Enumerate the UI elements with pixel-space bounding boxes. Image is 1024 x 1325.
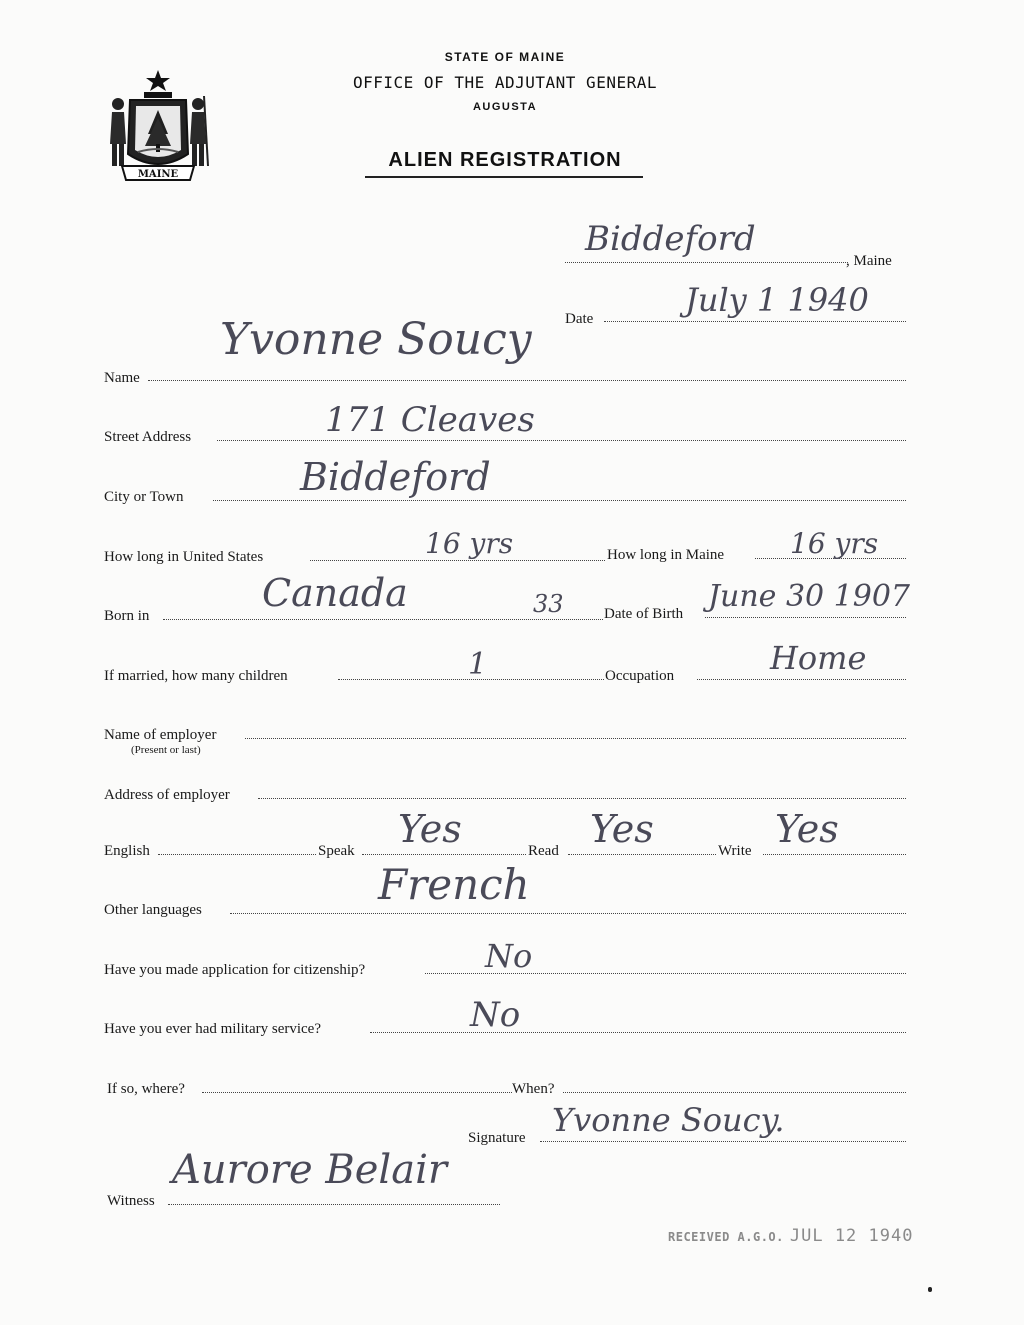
write-label: Write [718, 843, 752, 859]
born-in-field[interactable] [163, 619, 603, 620]
other-languages-label: Other languages [104, 902, 202, 918]
employer-address-label: Address of employer [104, 787, 230, 803]
born-number-value: 33 [533, 590, 564, 618]
occupation-label: Occupation [605, 668, 675, 684]
born-in-value: Canada [262, 571, 408, 615]
stamp-date-text: JUL 12 1940 [789, 1226, 914, 1246]
place-field[interactable] [565, 262, 848, 263]
name-value: Yvonne Soucy [220, 314, 532, 365]
read-label: Read [528, 843, 559, 859]
place-value: Biddeford [585, 219, 756, 259]
write-field[interactable] [763, 854, 906, 855]
header-city: AUGUSTA [472, 101, 538, 113]
signature-field[interactable] [540, 1141, 906, 1142]
name-field[interactable] [148, 380, 906, 381]
employer-name-note: (Present or last) [131, 744, 201, 756]
header-state: STATE OF MAINE [444, 50, 566, 64]
employer-address-field[interactable] [258, 798, 906, 799]
title-underline [365, 176, 643, 178]
date-of-birth-label: Date of Birth [604, 606, 684, 622]
citizenship-value: No [485, 937, 533, 975]
seal-banner-text: MAINE [137, 169, 179, 180]
header-office: OFFICE OF THE ADJUTANT GENERAL [353, 73, 657, 92]
occupation-value: Home [770, 639, 867, 677]
date-field[interactable] [604, 321, 906, 322]
how-long-us-value: 16 yrs [425, 527, 514, 560]
date-value: July 1 1940 [685, 281, 869, 319]
when-field[interactable] [563, 1092, 906, 1093]
witness-field[interactable] [168, 1204, 500, 1205]
form-title: ALIEN REGISTRATION [388, 149, 622, 171]
employer-name-field[interactable] [245, 738, 906, 739]
speak-field[interactable] [362, 854, 526, 855]
when-label: When? [512, 1081, 555, 1097]
military-value: No [470, 995, 521, 1035]
english-label: English [104, 843, 150, 859]
if-so-where-label: If so, where? [107, 1081, 185, 1097]
occupation-field[interactable] [697, 679, 906, 680]
other-languages-value: French [378, 860, 530, 909]
employer-name-label: Name of employer [104, 727, 217, 743]
write-value: Yes [775, 807, 839, 851]
witness-label: Witness [107, 1193, 155, 1209]
date-of-birth-value: June 30 1907 [708, 579, 911, 614]
signature-value: Yvonne Soucy. [552, 1101, 785, 1139]
speak-value: Yes [398, 807, 462, 851]
military-field[interactable] [370, 1032, 906, 1033]
how-long-maine-value: 16 yrs [790, 527, 879, 560]
witness-value: Aurore Belair [172, 1147, 447, 1193]
how-long-us-label: How long in United States [104, 549, 264, 565]
street-address-field[interactable] [217, 440, 906, 441]
received-stamp [668, 1226, 913, 1246]
military-label: Have you ever had military service? [104, 1021, 321, 1037]
read-value: Yes [590, 807, 654, 851]
how-long-us-field[interactable] [310, 560, 605, 561]
city-label: City or Town [104, 489, 184, 505]
street-address-value: 171 Cleaves [325, 400, 535, 440]
ink-speck [928, 1287, 932, 1292]
other-languages-field[interactable] [230, 913, 906, 914]
children-label: If married, how many children [104, 668, 288, 684]
speak-label: Speak [318, 843, 355, 859]
if-so-where-field[interactable] [202, 1092, 512, 1093]
read-field[interactable] [568, 854, 716, 855]
city-value: Biddeford [300, 455, 491, 499]
maine-label: , Maine [846, 253, 892, 269]
born-in-label: Born in [104, 608, 150, 624]
citizenship-label: Have you made application for citizenship? [104, 962, 366, 978]
children-value: 1 [468, 647, 488, 682]
signature-label: Signature [468, 1130, 526, 1146]
english-field[interactable] [158, 854, 316, 855]
street-address-label: Street Address [104, 429, 192, 445]
how-long-maine-label: How long in Maine [607, 547, 725, 563]
date-of-birth-field[interactable] [705, 617, 906, 618]
city-field[interactable] [213, 500, 906, 501]
date-label: Date [565, 311, 594, 327]
stamp-received-text: RECEIVED A.G.O. [668, 1230, 784, 1244]
name-label: Name [104, 370, 140, 386]
